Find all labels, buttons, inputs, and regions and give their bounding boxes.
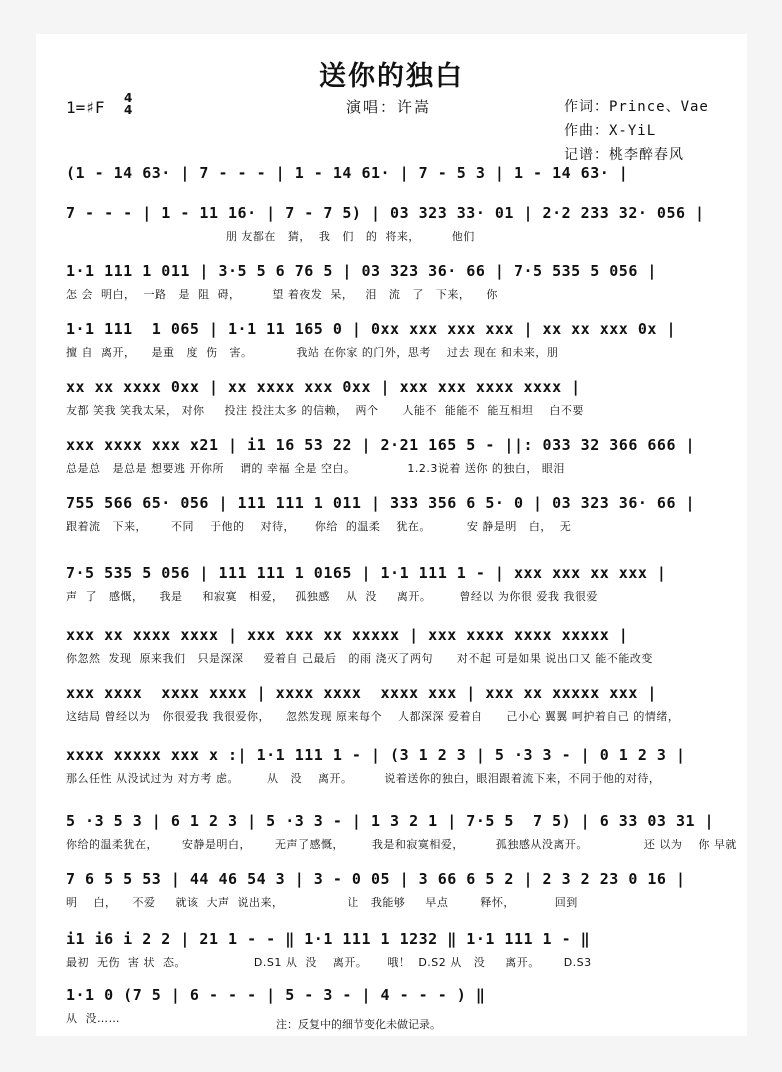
lyric-line: 最初 无伤 害 状 态。 D.S1 从 没 离开。 哦！ D.S2 从 没 离开。 D.S3 [66,956,592,969]
lyric-line: 跟着流 下来， 不同 于他的 对待， 你给 的温柔 犹在。 安 静是明 白， 无 [66,520,572,533]
notation-line: 7 - - - | 1 - 11 16· | 7 - 7 5) | 03 323 33· 01 | 2·2 233 32· 056 | [66,204,705,222]
composer-credit: 作曲：X-YiL [564,123,657,139]
notation-line: xxx xxxx xxx x21 | i1 16 53 22 | 2·21 165 5 - ||: 033 32 366 666 | [66,436,696,454]
notation-line: 7 6 5 5 53 | 44 46 54 3 | 3 - 0 05 | 3 66 6 5 2 | 2 3 2 23 0 16 | [66,870,686,888]
lyric-line: 从 没…… [66,1012,120,1025]
transcriber-credit: 记谱：桃李醉春风 [564,147,684,163]
lyric-line: 你给的温柔犹在， 安静是明白， 无声了感慨， 我是和寂寞相爱， 孤独感从没离开。 还 以为 你 早就 [66,838,737,851]
lyric-line: 你忽然 发现 原来我们 只是深深 爱着自 己最后 的雨 浇灭了两句 对不起 可是如果 说出口又 能不能改变 [66,652,653,665]
notation-line: 1·1 111 1 065 | 1·1 11 165 0 | 0xx xxx xxx xxx | xx xx xxx 0x | [66,320,676,338]
lyric-line: 这结局 曾经以为 你很爱我 我很爱你， 忽然发现 原来每个 人都深深 爱着自 己小心 翼翼 呵护着自己 的情绪， [66,710,680,723]
meter-top: 4 [124,91,133,105]
notation-line: 1·1 0 (7 5 | 6 - - - | 5 - 3 - | 4 - - - ) ‖ [66,986,486,1004]
key-signature: 1=♯F [66,98,105,117]
meter-bottom: 4 [124,103,133,117]
lyric-line: 擅 自 离开， 是重 度 伤 害。 我站 在你家 的门外，思考 过去 现在 和未来，朋 [66,346,559,359]
notation-line: 1·1 111 1 011 | 3·5 5 6 76 5 | 03 323 36· 66 | 7·5 535 5 056 | [66,262,657,280]
lyric-line: 声 了 感慨， 我是 和寂寞 相爱， 孤独感 从 没 离开。 曾经以 为你很 爱我 我很爱 [66,590,598,603]
score-sheet [36,34,747,1036]
notation-line: 7·5 535 5 056 | 111 111 1 0165 | 1·1 111 1 - | xxx xxx xx xxx | [66,564,667,582]
lyricist-credit: 作词：Prince、Vae [564,99,709,115]
footnote: 注：反复中的细节变化未做记录。 [276,1018,441,1031]
notation-line: xx xx xxxx 0xx | xx xxxx xxx 0xx | xxx xxx xxxx xxxx | [66,378,581,396]
lyric-line: 明 白， 不爱 就该 大声 说出来， 让 我能够 早点 释怀， 回到 [66,896,578,909]
notation-line: xxx xxxx xxxx xxxx | xxxx xxxx xxxx xxx | xxx xx xxxxx xxx | [66,684,657,702]
song-title: 送你的独白 [319,61,464,92]
lyric-line: 友都 笑我 笑我太呆， 对你 投注 投注太多 的信赖， 两个 人能不 能能不 能互相坦 白不要 [66,404,584,417]
lyric-line: 怎 会 明白， 一路 是 阻 碍， 望 着夜发 呆， 泪 流 了 下来， 你 [66,288,498,301]
notation-line: xxxx xxxxx xxx x :| 1·1 111 1 - | (3 1 2 3 | 5 ·3 3 - | 0 1 2 3 | [66,746,686,764]
notation-line: 5 ·3 5 3 | 6 1 2 3 | 5 ·3 3 - | 1 3 2 1 | 7·5 5 7 5) | 6 33 03 31 | [66,812,715,830]
time-signature [124,92,132,116]
lyric-line: 总是总 是总是 想要逃 开你所 谓的 幸福 全是 空白。 1.2.3说着 送你 的独白， 眼泪 [66,462,565,475]
notation-line: 755 566 65· 056 | 111 111 1 011 | 333 356 6 5· 0 | 03 323 36· 66 | [66,494,696,512]
lyric-line: 朋 友都在 猜， 我 们 的 将来， 他们 [66,230,475,243]
lyric-line: 那么任性 从没试过为 对方考 虑。 从 没 离开。 说着送你的独白，眼泪跟着流下来，不同于他的对待， [66,772,661,785]
notation-line: (1 - 14 63· | 7 - - - | 1 - 14 61· | 7 - 5 3 | 1 - 14 63· | [66,164,629,182]
notation-line: xxx xx xxxx xxxx | xxx xxx xx xxxxx | xxx xxxx xxxx xxxxx | [66,626,629,644]
notation-line: i1 i6 i 2 2 | 21 1 - - ‖ 1·1 111 1 1232 ‖ 1·1 111 1 - ‖ [66,930,591,948]
singer-credit: 演唱：许嵩 [346,98,432,116]
